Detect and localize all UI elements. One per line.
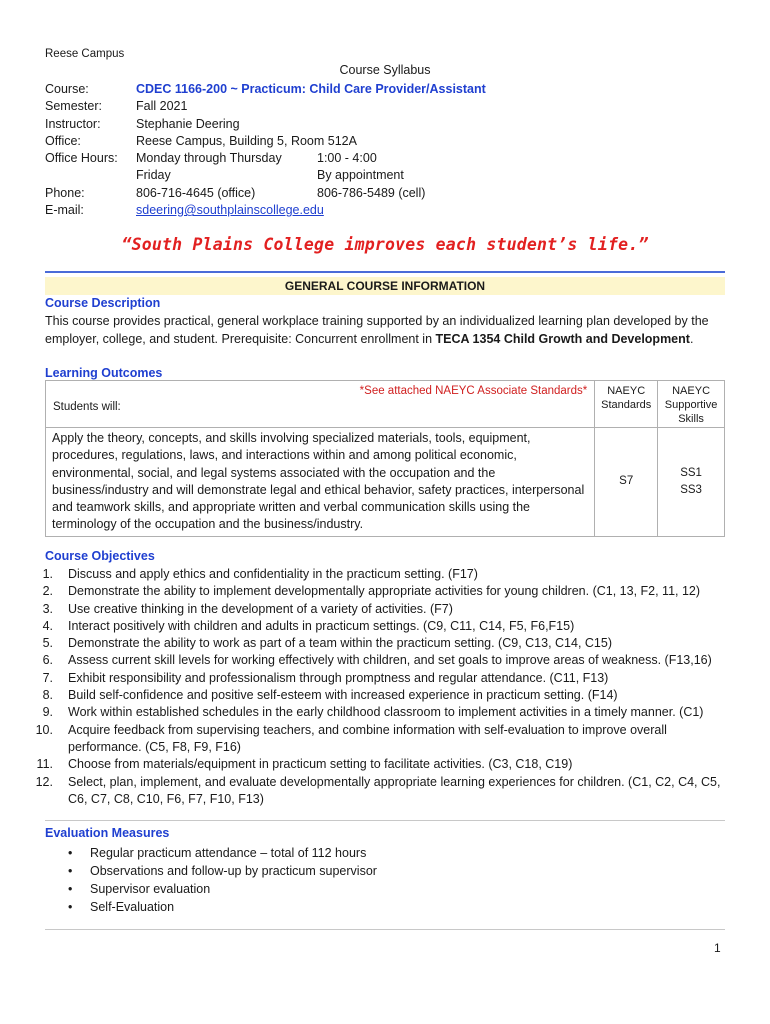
bullet-icon: • (68, 864, 73, 878)
course-title: CDEC 1166-200 ~ Practicum: Child Care Provider/Assistant (136, 82, 486, 96)
course-description-end: . (689, 331, 694, 346)
supportive-skill: SS1 (680, 466, 702, 479)
objective-number: 11. (36, 757, 53, 772)
instructor-label: Instructor: (45, 116, 101, 131)
evaluation-measures-heading: Evaluation Measures (45, 826, 170, 840)
objective-text: Build self-confidence and positive self-esteem with increased experience in practicum setting. (F14) (68, 688, 618, 703)
office-hours-label: Office Hours: (45, 151, 118, 166)
objective-number: 5. (42, 636, 53, 651)
objective-text: Demonstrate the ability to implement developmentally appropriate activities for young children. (C1, 13, F2, 11, 12) (68, 584, 701, 599)
document-title: Course Syllabus (339, 63, 431, 77)
college-motto: “South Plains College improves each student’s life.” (121, 235, 649, 254)
course-description-text (45, 313, 735, 348)
objective-item (28, 670, 728, 687)
office-hours-time-2: By appointment (317, 168, 404, 183)
outcomes-header-cell (46, 381, 595, 428)
objective-item (28, 756, 728, 773)
course-objectives-heading: Course Objectives (45, 549, 155, 563)
footer-divider (45, 929, 725, 930)
semester-label: Semester: (45, 99, 102, 114)
evaluation-item (68, 844, 377, 862)
objective-number: 1. (42, 567, 53, 581)
objective-number: 8. (42, 688, 53, 703)
office-hours-time: 1:00 - 4:00 (317, 151, 377, 166)
objective-number: 10. (35, 722, 53, 737)
naeyc-note: *See attached NAEYC Associate Standards* (359, 385, 588, 397)
learning-outcomes-heading: Learning Outcomes (45, 366, 163, 380)
phone-cell: 806-786-5489 (cell) (317, 185, 426, 200)
objective-text: Select, plan, implement, and evaluate developmentally appropriate learning experiences for children. (C1, C2, C4, C5, C6, C7, C8, C10, F6, F7, F10, F13) (68, 774, 721, 806)
objective-item (28, 652, 728, 669)
section-divider (45, 271, 725, 273)
phone-label: Phone: (45, 185, 85, 200)
page-number: 1 (714, 941, 721, 955)
objective-text: Acquire feedback from supervising teachers, and combine information with self-evaluation to improve overall performance. (C5, F8, F9, F16) (68, 722, 667, 754)
course-description-body: This course provides practical, general workplace training supported by an individualized learning plan developed by the employer, college, and student. Prerequisite: Concurrent enrollment in (45, 314, 709, 346)
prerequisite-course: TECA 1354 Child Growth and Development (435, 331, 690, 346)
phone-office: 806-716-4645 (office) (136, 185, 256, 200)
objective-item (28, 635, 728, 652)
objective-number: 2. (42, 584, 53, 599)
objective-number: 6. (42, 653, 53, 668)
objective-text: Demonstrate the ability to work as part of a team within the practicum setting. (C9, C13, C14, C15) (68, 636, 612, 651)
course-description-heading: Course Description (45, 296, 161, 310)
objective-number: 7. (42, 670, 53, 685)
objective-item (28, 704, 728, 721)
bullet-icon: • (68, 846, 73, 860)
objective-number: 9. (42, 705, 53, 720)
objective-text: Exhibit responsibility and professionalism through promptness and regular attendance. (C11, F13) (68, 670, 609, 685)
campus-name: Reese Campus (45, 48, 125, 60)
email-label: E-mail: (45, 203, 84, 218)
evaluation-text: Supervisor evaluation (90, 882, 211, 896)
section-divider (45, 820, 725, 821)
objective-number: 4. (42, 618, 53, 633)
office-value: Reese Campus, Building 5, Room 512A (136, 133, 357, 148)
objective-item (28, 583, 728, 600)
objective-item (28, 618, 728, 635)
naeyc-supportive-header: NAEYC Supportive Skills (658, 381, 725, 428)
learning-outcomes-table (45, 380, 725, 537)
evaluation-text: Self-Evaluation (90, 900, 175, 914)
objective-text: Assess current skill levels for working effectively with children, and set goals to improve areas of weakness. (F13,16) (68, 653, 712, 668)
bullet-icon: • (68, 900, 73, 914)
objective-item (28, 601, 728, 618)
bullet-icon: • (68, 882, 73, 896)
evaluation-measures-list (68, 844, 377, 916)
office-label: Office: (45, 133, 81, 148)
objective-text: Choose from materials/equipment in practicum setting to facilitate activities. (C3, C18, C19) (68, 757, 573, 772)
objective-text: Work within established schedules in the early childhood classroom to implement activities in a timely manner. (C1) (68, 705, 704, 720)
office-hours-days: Monday through Thursday (136, 151, 282, 166)
course-label: Course: (45, 82, 89, 96)
objective-text: Discuss and apply ethics and confidentiality in the practicum setting. (F17) (68, 567, 478, 581)
objective-text: Use creative thinking in the development of a variety of activities. (F7) (68, 601, 453, 616)
objective-number: 12. (35, 774, 53, 789)
office-hours-days-2: Friday (136, 168, 171, 183)
evaluation-item (68, 880, 377, 898)
general-info-heading: GENERAL COURSE INFORMATION (45, 277, 725, 295)
objective-item (28, 722, 728, 757)
email-link[interactable]: sdeering@southplainscollege.edu (136, 203, 324, 218)
supportive-skill: SS3 (680, 483, 702, 496)
objective-item (28, 774, 728, 809)
evaluation-text: Observations and follow-up by practicum supervisor (90, 864, 377, 878)
naeyc-standards-header: NAEYC Standards (595, 381, 658, 428)
instructor-value: Stephanie Deering (136, 116, 240, 131)
evaluation-item (68, 862, 377, 880)
semester-value: Fall 2021 (136, 99, 188, 114)
students-will-label: Students will: (53, 401, 121, 413)
evaluation-item (68, 898, 377, 916)
objective-item (28, 687, 728, 704)
outcome-standard: S7 (595, 428, 658, 537)
outcome-text: Apply the theory, concepts, and skills involving specialized materials, tools, equipment, procedures, regulations, laws, and interactions within and among political economic, environmental, social, and legal systems associated with the occupation and the business/industry and will demonstrate legal and ethical behavior, safety practices, interpersonal and teamwork skills, and appropriate written and verbal communication skills using the terminology of the occupation and the business/industry. (46, 428, 595, 537)
evaluation-text: Regular practicum attendance – total of 112 hours (90, 846, 367, 860)
outcome-supportive-skills (658, 428, 725, 537)
objective-text: Interact positively with children and adults in practicum settings. (C9, C11, C14, F5, F6,F15) (68, 618, 575, 633)
course-objectives-list (28, 566, 728, 808)
objective-number: 3. (42, 601, 53, 616)
objective-item (28, 566, 728, 583)
